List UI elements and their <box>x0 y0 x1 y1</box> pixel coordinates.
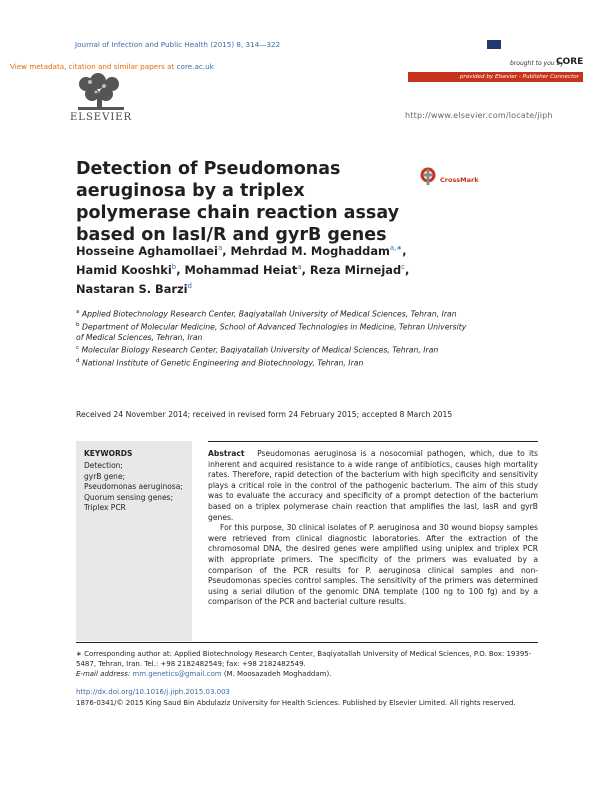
email-label: E-mail address: <box>76 669 131 678</box>
affiliation: $^c$ Molecular Biology Research Center, Baqiyatallah University of Medical Sciences, Tehran, Iran <box>76 345 439 355</box>
affiliation: $^d$ National Institute of Genetic Engineering and Biotechnology, Tehran, Iran <box>76 357 364 368</box>
abstract-paragraph-1: Abstract Pseudomonas aeruginosa is a nosocomial pathogen, which, due to its inherent and acquired resistance to a wide range of antibiotics, causes high mortality rates. Therefore, rapid detection of the bacterium with high specificity and sensitivity plays a critical role in the control of the pathogenic bacterium. The aim of this study was to evaluate the accuracy and specificity of a prompt detection of the bacterium based on a triplex polymerase chain reaction that amplifies the lasI, lasR and gyrB genes. <box>208 449 538 522</box>
crossmark-label[interactable]: CrossMark <box>440 176 479 184</box>
abstract <box>208 449 538 608</box>
view-metadata-notice <box>10 62 214 71</box>
keyword: Triplex PCR <box>84 503 126 513</box>
footnote-divider <box>76 642 538 643</box>
crossmark-icon[interactable] <box>420 166 436 186</box>
author[interactable]: Nastaran S. Barzi$^d$ <box>76 282 192 297</box>
core-link[interactable]: core.ac.uk <box>176 62 214 71</box>
author[interactable]: Hamid Kooshki$^b$, <box>76 263 185 278</box>
email-link[interactable]: mm.genetics@gmail.com <box>132 669 222 678</box>
keyword: gyrB gene; <box>84 471 126 481</box>
view-metadata-text: View metadata, citation and similar papers at <box>10 62 177 71</box>
author[interactable]: Mohammad Heiat$^a$, <box>184 263 310 278</box>
journal-cover-thumbnail <box>487 40 501 49</box>
author[interactable]: Hosseine Aghamollaei$^a$, <box>76 243 231 258</box>
article-title: Detection of Pseudomonas aeruginosa by a triplex polymerase chain reaction assay based on lasI/R and gyrB genes <box>76 159 400 245</box>
author-list <box>76 240 466 298</box>
keyword: Quorum sensing genes; <box>84 492 174 502</box>
brought-to-you-label: brought to you by <box>510 60 564 67</box>
keywords-list <box>84 461 189 514</box>
journal-reference: Journal of Infection and Public Health (2015) 8, 314—322 <box>75 40 281 49</box>
elsevier-tree-logo <box>70 72 132 112</box>
affiliation: $^a$ Applied Biotechnology Research Center, Baqiyatallah University of Medical Sciences, Tehran, Iran <box>76 309 457 319</box>
abstract-paragraph-2: For this purpose, 30 clinical isolates of P. aeruginosa and 30 wound biopsy samples were retrieved from clinical diagnostic laboratories. After the extraction of the chromosomal DNA, the desired genes were amplified using uniplex and triplex PCR with appropriate primers. The specificity of the primers was evaluated by a comparison of the PCR results for P. aeruginosa clinical samples and non-Pseudomonas species control samples. The sensitivity of the primers was determined using a serial dilution of the genomic DNA template (100 ng to 100 fg) and by a comparison of the PCR and bacterial culture results. <box>208 523 538 607</box>
publisher-name: ELSEVIER <box>70 112 133 123</box>
core-logo[interactable]: CORE <box>556 57 584 67</box>
copyright-notice: 1876-0341/© 2015 King Saud Bin Abdulaziz University for Health Sciences. Published by Elsevier Limited. All rights reserved. <box>76 699 516 707</box>
author[interactable]: Mehrdad M. Moghaddam$^{a,∗}$, <box>230 243 407 258</box>
keywords-heading: KEYWORDS <box>84 449 133 458</box>
received-dates: Received 24 November 2014; received in revised form 24 February 2015; accepted 8 March 2015 <box>76 410 453 419</box>
abstract-divider <box>208 441 538 442</box>
author[interactable]: Reza Mirnejad$^c$, <box>309 263 410 278</box>
affiliations <box>76 307 476 368</box>
abstract-label: Abstract <box>208 449 245 458</box>
keyword: Detection; <box>84 461 123 470</box>
keyword: Pseudomonas aeruginosa; <box>84 482 183 492</box>
provided-by-banner[interactable]: provided by Elsevier - Publisher Connector <box>408 72 583 82</box>
affiliation: $^b$ Department of Molecular Medicine, School of Advanced Technologies in Medicine, Tehran University of Medical Sciences, Tehran, Iran <box>76 321 467 343</box>
doi-link[interactable]: http://dx.doi.org/10.1016/j.jiph.2015.03.003 <box>76 688 230 696</box>
corresponding-author-note: ∗ Corresponding author at: Applied Biotechnology Research Center, Baqiyatallah University of Medical Sciences, P.O. Box: 19395-5487, Tehran, Iran. Tel.: +98 2182482549; fax: +98 2182482549. E-mail address: mm.genetics@gmail.com (M. Moosazadeh Moghaddam). <box>76 650 532 678</box>
journal-url[interactable]: http://www.elsevier.com/locate/jiph <box>405 111 553 120</box>
